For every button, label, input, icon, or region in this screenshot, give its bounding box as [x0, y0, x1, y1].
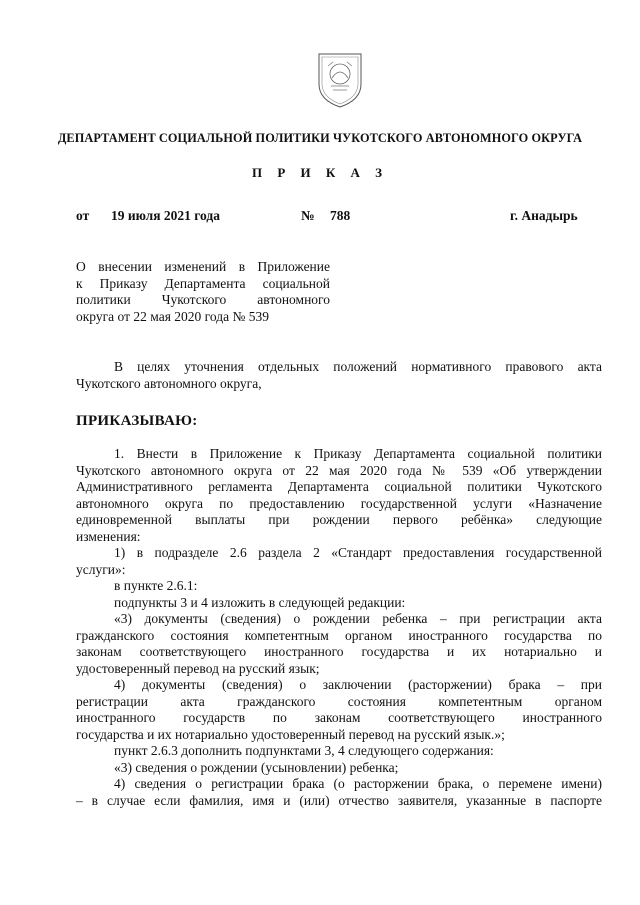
paragraph-line: 1. Внести в Приложение к Приказу Департамента социальной политики	[114, 446, 602, 461]
preamble-line: Чукотского автономного округа,	[76, 375, 262, 391]
paragraph-line: «3) документы (сведения) о рождении ребенка – при регистрации акта	[114, 611, 602, 626]
subject-line: к Приказу Департамента социальной	[76, 275, 330, 291]
paragraph-line: государства и их нотариально удостоверенный перевод на русский язык.»;	[76, 726, 505, 742]
document-type-heading: П Р И К А З	[251, 165, 389, 180]
paragraph-line: регистрации акта гражданского состояния компетентным органом	[76, 693, 602, 709]
subject-line: округа от 22 мая 2020 года № 539	[76, 308, 269, 324]
paragraph-line: Чукотского автономного округа от 22 мая 2020 года № 539 «Об утверждении	[76, 462, 602, 478]
subject-line: политики Чукотского автономного	[76, 292, 330, 307]
order-subject	[76, 259, 330, 325]
paragraph-line: услуги»:	[76, 561, 126, 577]
paragraph-line: подпункты 3 и 4 изложить в следующей редакции:	[114, 594, 406, 610]
paragraph-line: законам соответствующего иностранного государства и их нотариально и	[76, 644, 602, 659]
paragraph-line: единовременной выплаты при рождении первого ребёнка» следующие	[76, 512, 602, 527]
paragraph-line: в пункте 2.6.1:	[114, 578, 198, 593]
paragraph-line: – в случае если фамилия, имя и (или) отчество заявителя, указанные в паспорте	[76, 792, 602, 808]
paragraph-line: изменения:	[76, 528, 141, 544]
paragraph-line: пункт 2.6.3 дополнить подпунктами 3, 4 следующего содержания:	[114, 743, 494, 758]
number-sign: №	[301, 208, 315, 223]
preamble-line: В целях уточнения отдельных положений нормативного правового акта	[114, 359, 602, 374]
paragraph-line: Административного регламента Департамента социальной политики Чукотского	[76, 479, 602, 494]
order-date: 19 июля 2021 года	[111, 208, 220, 223]
paragraph-line: автономного округа по предоставлению государственной услуги «Назначение	[76, 495, 602, 511]
paragraph-line: гражданского состояния компетентным органом иностранного государства по	[76, 627, 602, 643]
city-name: г. Анадырь	[510, 208, 578, 223]
order-word: ПРИКАЗЫВАЮ:	[76, 413, 198, 429]
department-heading: ДЕПАРТАМЕНТ СОЦИАЛЬНОЙ ПОЛИТИКИ ЧУКОТСКОГО АВТОНОМНОГО ОКРУГА	[57, 131, 583, 145]
subject-line: О внесении изменений в Приложение	[76, 259, 330, 274]
date-prefix: от	[76, 208, 90, 223]
paragraph-line: 4) сведения о регистрации брака (о расторжении брака, о перемене имени)	[114, 776, 602, 791]
paragraph-line: 1) в подразделе 2.6 раздела 2 «Стандарт предоставления государственной	[114, 545, 602, 560]
order-number: 788	[330, 208, 351, 223]
paragraph-line: удостоверенный перевод на русский язык;	[76, 660, 320, 676]
preamble	[76, 359, 602, 392]
paragraph-line: 4) документы (сведения) о заключении (расторжении) брака – при	[114, 677, 602, 692]
coat-of-arms-emblem	[313, 48, 367, 110]
order-body	[76, 446, 602, 809]
paragraph-line: «3) сведения о рождении (усыновлении) ребенка;	[114, 759, 399, 775]
paragraph-line: иностранного государств по законам соответствующего иностранного	[76, 710, 602, 725]
